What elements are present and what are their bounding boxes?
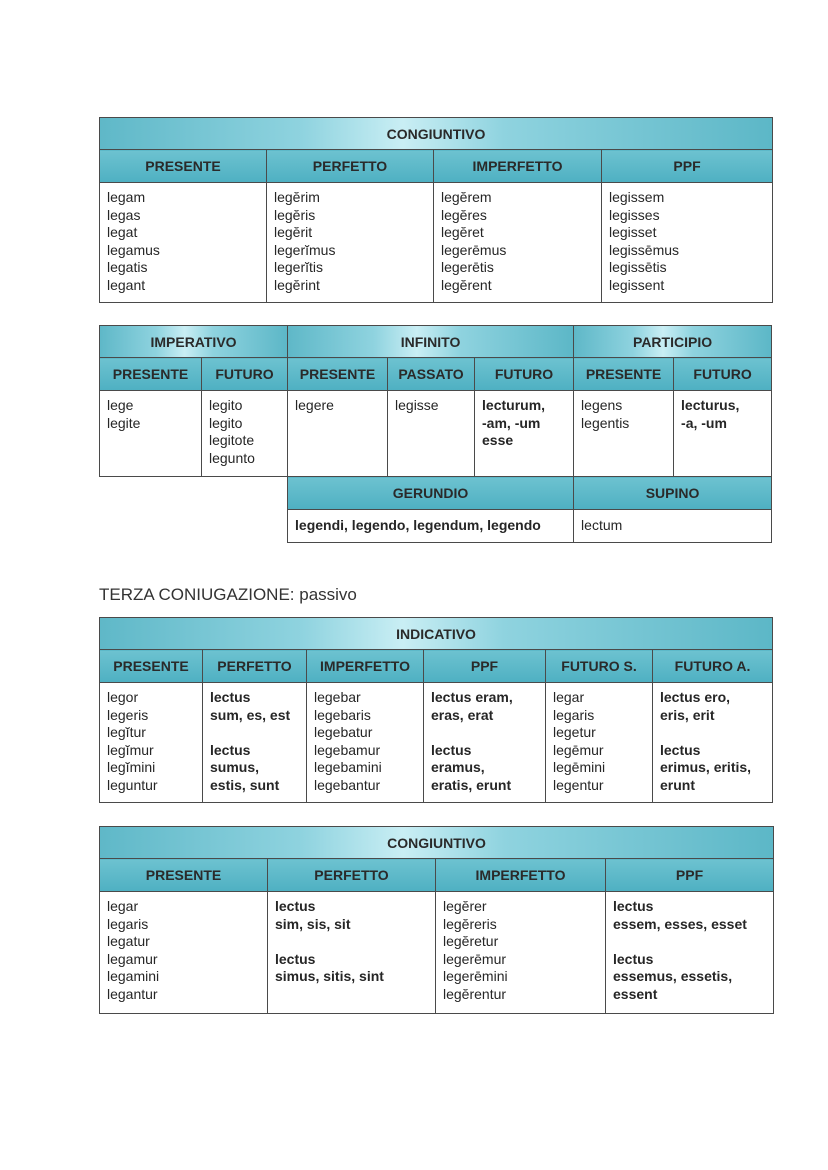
column-header: FUTURO A. — [653, 650, 773, 683]
conjugation-cell: lectus eram, eras, erat lectus eramus, eratis, erunt — [424, 683, 546, 803]
conjugation-cell: legar legaris legatur legamur legamini legantur — [100, 892, 268, 1014]
active-congiuntivo-table — [99, 117, 773, 303]
column-header: IMPERFETTO — [436, 859, 606, 892]
table-title: INDICATIVO — [100, 618, 773, 650]
conjugation-cell: legĕrer legĕreris legĕretur legerēmur legerēmini legĕrentur — [436, 892, 606, 1014]
supino-title: SUPINO — [574, 477, 772, 510]
table-title: CONGIUNTIVO — [100, 118, 773, 150]
conjugation-cell: lectus sim, sis, sit lectus simus, sitis, sint — [268, 892, 436, 1014]
column-header: FUTURO — [475, 358, 574, 391]
infinito-title: INFINITO — [288, 326, 574, 358]
conjugation-cell: legere — [288, 391, 388, 477]
column-header: PPF — [424, 650, 546, 683]
column-header: IMPERFETTO — [307, 650, 424, 683]
participio-title: PARTICIPIO — [574, 326, 772, 358]
conjugation-cell: lectus sum, es, est lectus sumus, estis, sunt — [203, 683, 307, 803]
gerundio-value: legendi, legendo, legendum, legendo — [288, 510, 574, 543]
column-header: PERFETTO — [203, 650, 307, 683]
column-header: FUTURO — [674, 358, 772, 391]
column-header: FUTURO S. — [546, 650, 653, 683]
conjugation-cell: legĕrim legĕris legĕrit legerĭmus legerĭtis legĕrint — [267, 183, 434, 303]
conjugation-cell: legar legaris legetur legēmur legēmini legentur — [546, 683, 653, 803]
column-header: PERFETTO — [267, 150, 434, 183]
conjugation-cell: lecturum, -am, -um esse — [475, 391, 574, 477]
column-header: PRESENTE — [100, 358, 202, 391]
conjugation-cell: lege legite — [100, 391, 202, 477]
column-header: IMPERFETTO — [434, 150, 602, 183]
table-title: CONGIUNTIVO — [100, 827, 774, 859]
empty-space — [100, 477, 288, 510]
conjugation-cell: legam legas legat legamus legatis legant — [100, 183, 267, 303]
column-header: FUTURO — [202, 358, 288, 391]
supino-value: lectum — [574, 510, 772, 543]
conjugation-cell: legebar legebaris legebatur legebamur legebamini legebantur — [307, 683, 424, 803]
conjugation-cell: lectus ero, eris, erit lectus erimus, eritis, erunt — [653, 683, 773, 803]
column-header: PPF — [606, 859, 774, 892]
column-header: PERFETTO — [268, 859, 436, 892]
conjugation-cell: legĕrem legĕres legĕret legerēmus legerētis legĕrent — [434, 183, 602, 303]
conjugation-cell: legisse — [388, 391, 475, 477]
conjugation-cell: lecturus, -a, -um — [674, 391, 772, 477]
imperativo-title: IMPERATIVO — [100, 326, 288, 358]
section-title: TERZA CONIUGAZIONE: passivo — [99, 585, 357, 604]
conjugation-cell: legito legito legitote legunto — [202, 391, 288, 477]
column-header: PPF — [602, 150, 773, 183]
gerundio-title: GERUNDIO — [288, 477, 574, 510]
column-header: PRESENTE — [100, 150, 267, 183]
column-header: PASSATO — [388, 358, 475, 391]
column-header: PRESENTE — [288, 358, 388, 391]
forms-table — [99, 325, 772, 543]
column-header: PRESENTE — [100, 859, 268, 892]
passive-indicativo-table — [99, 617, 773, 803]
conjugation-cell: lectus essem, esses, esset lectus essemus, essetis, essent — [606, 892, 774, 1014]
conjugation-cell: legens legentis — [574, 391, 674, 477]
column-header: PRESENTE — [100, 650, 203, 683]
conjugation-cell: legissem legisses legisset legissēmus legissētis legissent — [602, 183, 773, 303]
empty-space — [100, 510, 288, 543]
column-header: PRESENTE — [574, 358, 674, 391]
passive-congiuntivo-table — [99, 826, 774, 1014]
conjugation-cell: legor legeris legĭtur legĭmur legĭmini leguntur — [100, 683, 203, 803]
